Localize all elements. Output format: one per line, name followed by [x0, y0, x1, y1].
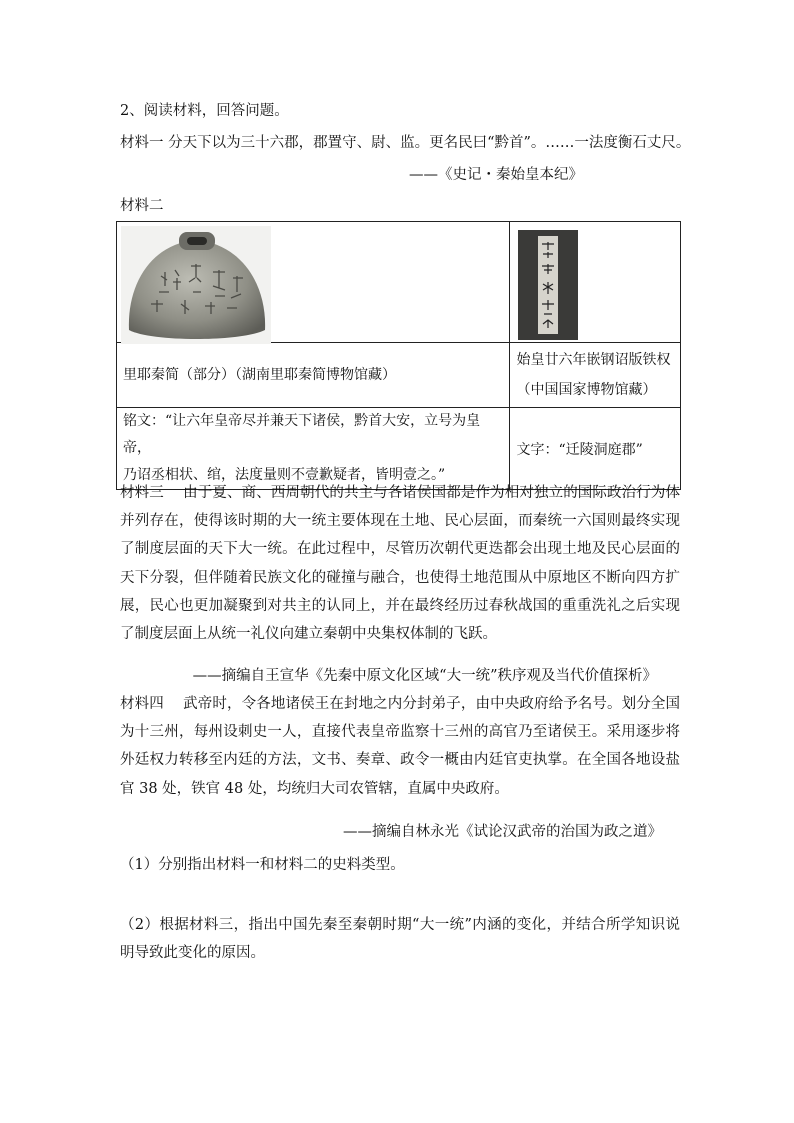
material-four-text: 材料四 武帝时，令各地诸侯王在封地之内分封弟子，由中央政府给予名号。划分全国为十三州，每州设刺史一人，直接代表皇帝监察十三州的高官乃至诸侯王。采用逐步将外廷权力转移至内廷的方法，文书、奏章、政令一概由内廷官吏执掌。在全国各地设盐官 38 处，铁官 48 处，均统归大司农管辖，直属中央政府。	[120, 696, 680, 797]
material-four-source: ——摘编自林永光《试论汉武帝的治国为政之道》	[343, 824, 662, 840]
stone-weight-image	[121, 226, 271, 344]
right-caption-line1: 始皇廿六年嵌钢诏版铁权	[516, 352, 671, 368]
iron-rod-image	[518, 230, 578, 340]
question-two: （2）根据材料三，指出中国先秦至秦朝时期“大一统”内涵的变化，并结合所学知识说明导致此变化的原因。	[120, 917, 680, 962]
left-caption-cell	[117, 343, 510, 408]
inscription-line1: 铭文：“让六年皇帝尽并兼天下诸侯，黔首大安，立号为皇帝，	[123, 413, 481, 456]
material-one-source: ——《史记・秦始皇本纪》	[409, 167, 583, 183]
material-one-text: 材料一 分天下以为三十六郡，郡置守、尉、监。更名民曰“黔首”。……一法度衡石丈尺。	[120, 135, 691, 151]
text-label-cell	[510, 408, 681, 490]
material-two-table	[116, 221, 681, 490]
stone-photo-cell	[117, 222, 510, 343]
text-label: 文字：“迁陵洞庭郡”	[516, 441, 643, 458]
left-caption: 里耶秦简（部分）（湖南里耶秦简博物馆藏）	[123, 367, 396, 383]
right-caption-line2: （中国国家博物馆藏）	[516, 382, 657, 398]
material-two-label: 材料二	[120, 198, 164, 214]
material-three-source: ——摘编自王宣华《先秦中原文化区域“大一统”秩序观及当代价值探析》	[192, 668, 657, 684]
rod-photo-cell	[510, 222, 681, 343]
right-caption-cell	[510, 343, 681, 408]
question-heading: 2、阅读材料，回答问题。	[120, 103, 289, 119]
inscription-line2: 乃诏丞相状、绾，法度量则不壹歉疑者，皆明壹之。”	[123, 467, 446, 483]
inscription-cell	[117, 408, 510, 490]
material-three-text: 材料三 由于夏、商、西周朝代的共主与各诸侯国都是作为相对独立的国际政治行为体并列存在，使得该时期的大一统主要体现在土地、民心层面，而秦统一六国则最终实现了制度层面的天下大一统。在此过程中，尽管历次朝代更迭都会出现土地及民心层面的天下分裂，但伴随着民族文化的碰撞与融合，也使得土地范围从中原地区不断向四方扩展，民心也更加凝聚到对共主的认同上，并在最终经历过春秋战国的重重洗礼之后实现了制度层面上从统一礼仪向建立秦朝中央集权体制的飞跃。	[120, 485, 680, 643]
question-one: （1）分别指出材料一和材料二的史料类型。	[120, 857, 405, 873]
